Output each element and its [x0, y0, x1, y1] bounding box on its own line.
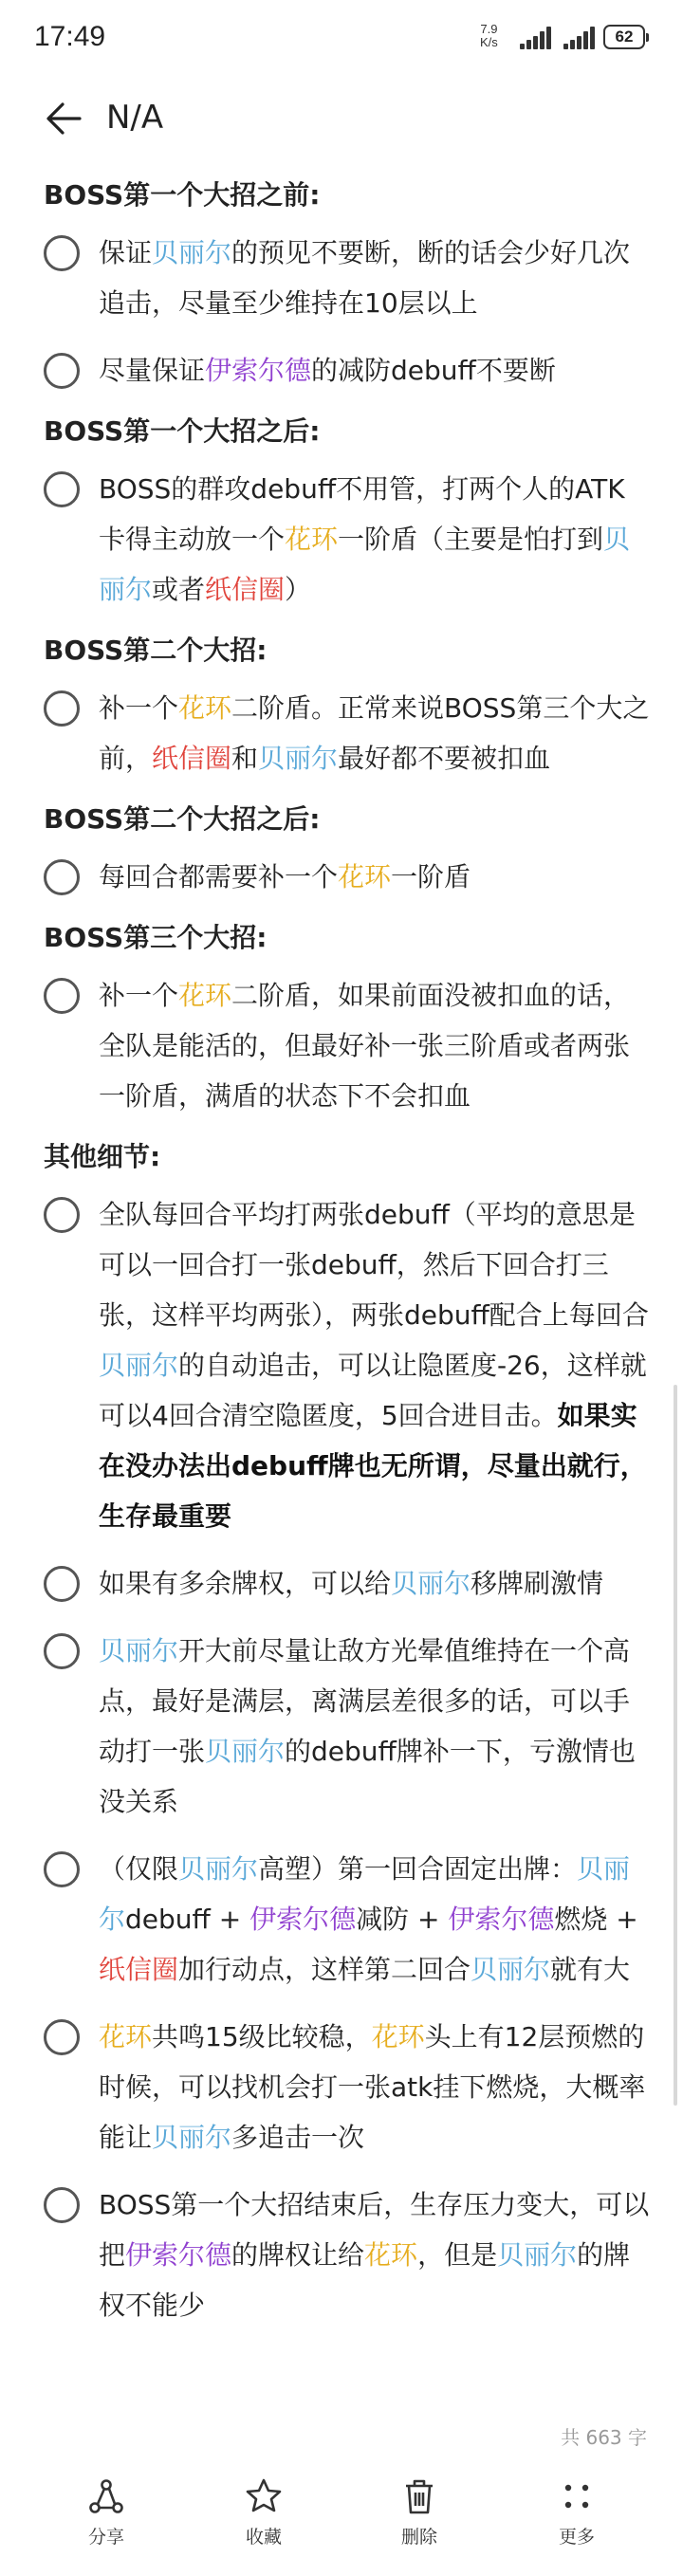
- checkbox-circle[interactable]: [44, 859, 80, 895]
- status-bar: [0, 0, 683, 76]
- highlight-name: 贝丽尔: [99, 524, 631, 605]
- highlight-name: 贝丽尔: [471, 1954, 551, 1985]
- share-icon: [85, 2475, 127, 2517]
- highlight-name: 贝丽尔: [497, 2239, 578, 2271]
- checklist-item-text[interactable]: [99, 228, 651, 328]
- text-segment: 的预见不要断，断的话会少好几次追击，尽量至少维持在10层以上: [99, 237, 631, 319]
- text-segment: 减防 +: [356, 1904, 449, 1935]
- highlight-name: 花环: [285, 524, 339, 555]
- highlight-name: 花环: [178, 692, 232, 724]
- checkbox-circle[interactable]: [44, 978, 80, 1014]
- text-segment: 高塑）第一回合固定出牌：: [258, 1853, 578, 1885]
- text-segment: 或者: [152, 574, 206, 605]
- highlight-name: 花环: [371, 2021, 425, 2052]
- highlight-name: 伊索尔德: [249, 1904, 357, 1935]
- more-icon: [556, 2475, 598, 2517]
- page-title: N/A: [106, 99, 164, 137]
- highlight-name: 伊索尔德: [205, 355, 312, 386]
- highlight-name: 纸信圈: [99, 1954, 179, 1985]
- delete-button[interactable]: [362, 2475, 476, 2548]
- signal-icon: [520, 25, 558, 49]
- text-segment: 就有大: [550, 1954, 631, 1985]
- text-segment: 的减防debuff不要断: [311, 355, 556, 386]
- highlight-name: 贝丽尔: [152, 237, 232, 268]
- checklist-item-text[interactable]: [99, 345, 651, 396]
- back-button[interactable]: [42, 97, 85, 140]
- more-button[interactable]: [520, 2475, 634, 2548]
- text-segment: 的debuff牌补一下，亏激情也没关系: [99, 1736, 636, 1817]
- checkbox-circle[interactable]: [44, 2019, 80, 2055]
- highlight-name: 贝丽尔: [99, 1635, 179, 1666]
- text-segment: 移牌刷激情: [471, 1568, 604, 1599]
- text-segment: 尽量保证: [99, 355, 206, 386]
- text-segment: 的牌权让给: [231, 2239, 365, 2271]
- highlight-name: 贝丽尔: [99, 1853, 631, 1935]
- checklist-item: [0, 2012, 683, 2162]
- text-segment: （仅限: [99, 1853, 179, 1885]
- text-segment: 最好都不要被扣血: [338, 743, 551, 774]
- text-segment: 头上有12层预燃的时候，可以找机会打一张atk挂下燃烧，大概率能让: [99, 2021, 646, 2153]
- arrow-left-icon: [42, 97, 85, 140]
- text-segment: 二阶盾。正常来说BOSS第三个大之前，: [99, 692, 650, 774]
- checkbox-circle[interactable]: [44, 1633, 80, 1669]
- highlight-name: 花环: [364, 2239, 418, 2271]
- share-label: 分享: [87, 2527, 124, 2548]
- text-segment: 的牌权不能少: [99, 2239, 631, 2321]
- network-speed: [480, 23, 498, 49]
- checklist-item-text[interactable]: [99, 1626, 651, 1827]
- note-content: [0, 176, 683, 2347]
- header: [0, 85, 683, 152]
- section-title: BOSS第一个大招之后:: [44, 415, 321, 447]
- checklist-item: [0, 1558, 683, 1609]
- text-segment: 每回合都需要补一个: [99, 861, 339, 892]
- text-segment: 加行动点，这样第二回合: [178, 1954, 471, 1985]
- highlight-name: 贝丽尔: [205, 1736, 286, 1767]
- highlight-name: 贝丽尔: [178, 1853, 259, 1885]
- section-title: BOSS第二个大招:: [44, 635, 268, 666]
- highlight-name: 纸信圈: [152, 743, 232, 774]
- text-segment: 一阶盾: [391, 861, 471, 892]
- text-segment: 保证: [99, 237, 153, 268]
- text-segment: 多追击一次: [231, 2122, 365, 2153]
- checklist-item-text[interactable]: [99, 852, 651, 902]
- network-speed-unit: K/s: [480, 35, 498, 49]
- section-title: BOSS第三个大招:: [44, 922, 268, 953]
- checkbox-circle[interactable]: [44, 1851, 80, 1887]
- checklist-item-text[interactable]: [99, 2012, 651, 2162]
- section-title: BOSS第二个大招之后:: [44, 803, 321, 835]
- checkbox-circle[interactable]: [44, 235, 80, 271]
- text-segment: 二阶盾，如果前面没被扣血的话，全队是能活的，但最好补一张三阶盾或者两张一阶盾，满盾的状态下不会扣血: [99, 980, 631, 1112]
- text-segment: BOSS的群攻debuff不用管，打两个人的ATK卡得主动放一个: [99, 473, 625, 555]
- highlight-name: 花环: [178, 980, 232, 1011]
- checkbox-circle[interactable]: [44, 353, 80, 389]
- favorite-label: 收藏: [245, 2527, 282, 2548]
- checklist-item-text[interactable]: [99, 970, 651, 1121]
- bold-text: 如果实在没办法出debuff牌也无所谓，尽量出就行，生存最重要: [99, 1400, 647, 1532]
- section-title: BOSS第一个大招之前:: [44, 179, 321, 211]
- checklist-item-text[interactable]: [99, 464, 651, 615]
- text-segment: debuff +: [125, 1904, 250, 1935]
- status-time: 17:49: [34, 21, 106, 52]
- highlight-name: 纸信圈: [205, 574, 286, 605]
- highlight-name: 花环: [99, 2021, 153, 2052]
- checklist-item: [0, 345, 683, 396]
- checklist-item: [0, 2180, 683, 2330]
- checklist-item: [0, 683, 683, 783]
- checklist-item-text[interactable]: [99, 683, 651, 783]
- checklist-item: [0, 1844, 683, 1995]
- delete-label: 删除: [400, 2527, 437, 2548]
- text-segment: 补一个: [99, 980, 179, 1011]
- checklist-item: [0, 1189, 683, 1541]
- checkbox-circle[interactable]: [44, 1566, 80, 1602]
- text-segment: 如果有多余牌权，可以给: [99, 1568, 392, 1599]
- checkbox-circle[interactable]: [44, 1197, 80, 1233]
- star-icon: [243, 2475, 285, 2517]
- text-segment: ）: [285, 574, 312, 605]
- checklist-item-text[interactable]: [99, 2180, 651, 2330]
- checkbox-circle[interactable]: [44, 690, 80, 727]
- text-segment: 的自动追击，可以让隐匿度-26，这样就可以4回合清空隐匿度，5回合进目击。: [99, 1350, 647, 1431]
- highlight-name: 伊索尔德: [448, 1904, 555, 1935]
- scrollbar[interactable]: [674, 1385, 677, 2106]
- checklist-item: [0, 1626, 683, 1827]
- highlight-name: 贝丽尔: [391, 1568, 471, 1599]
- text-segment: 开大前尽量让敌方光晕值维持在一个高点，最好是满层，离满层差很多的话，可以手动打一张: [99, 1635, 631, 1767]
- text-segment: 一阶盾（主要是怕打到: [338, 524, 604, 555]
- highlight-name: 花环: [338, 861, 392, 892]
- checklist-item-text[interactable]: [99, 1558, 651, 1609]
- checkbox-circle[interactable]: [44, 471, 80, 507]
- bottom-toolbar: [0, 2475, 683, 2576]
- checkbox-circle[interactable]: [44, 2187, 80, 2223]
- text-segment: 共鸣15级比较稳，: [152, 2021, 372, 2052]
- signal-icon: [563, 25, 601, 49]
- text-segment: BOSS第一个大招结束后，生存压力变大，可以把: [99, 2189, 650, 2271]
- highlight-name: 贝丽尔: [99, 1350, 179, 1381]
- checklist-item: [0, 464, 683, 615]
- checklist-item: [0, 970, 683, 1121]
- char-count: 共 663 字: [561, 2426, 647, 2449]
- checklist-item: [0, 852, 683, 902]
- network-speed-value: 7.9: [480, 22, 498, 36]
- battery-icon: 62: [603, 25, 645, 49]
- trash-icon: [398, 2475, 440, 2517]
- text-segment: ，但是: [417, 2239, 498, 2271]
- favorite-button[interactable]: [207, 2475, 321, 2548]
- share-button[interactable]: [49, 2475, 163, 2548]
- more-label: 更多: [558, 2527, 595, 2548]
- section-title: 其他细节:: [44, 1141, 161, 1172]
- highlight-name: 伊索尔德: [125, 2239, 232, 2271]
- highlight-name: 贝丽尔: [258, 743, 339, 774]
- text-segment: 补一个: [99, 692, 179, 724]
- text-segment: 全队每回合平均打两张debuff（平均的意思是可以一回合打一张debuff，然后下回合打三张，这样平均两张），两张debuff配合上每回合: [99, 1199, 649, 1331]
- text-segment: 燃烧 +: [554, 1904, 638, 1935]
- checklist-item-text[interactable]: [99, 1189, 651, 1541]
- highlight-name: 贝丽尔: [152, 2122, 232, 2153]
- checklist-item: [0, 228, 683, 328]
- text-segment: 和: [231, 743, 259, 774]
- checklist-item-text[interactable]: [99, 1844, 651, 1995]
